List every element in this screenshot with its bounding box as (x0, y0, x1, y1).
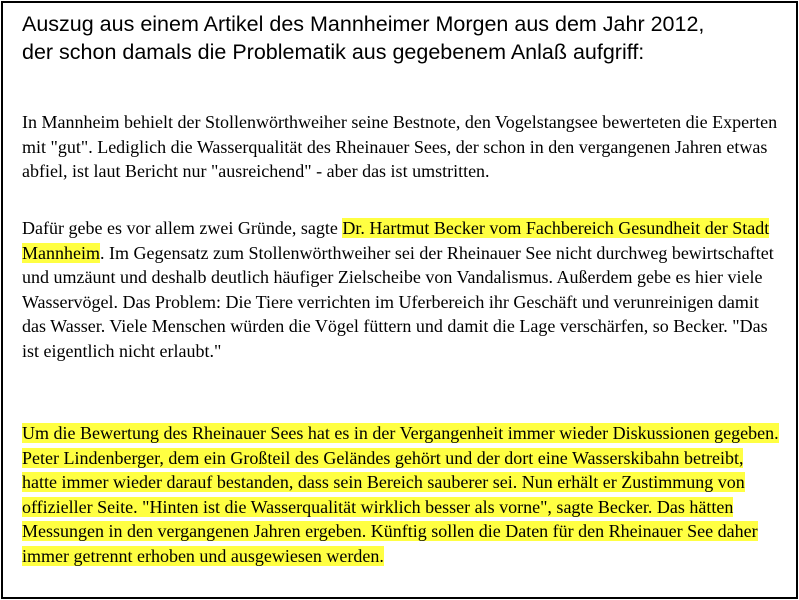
paragraph-1-text: In Mannheim behielt der Stollenwörthweiher seine Bestnote, den Vogelstangsee bewerteten die Experten mit "gut". Lediglich die Wasserqualität des Rheinauer Sees, der schon in den vergangenen Jahren etwas abfiel, ist laut Bericht nur "ausreichend" - aber das ist umstritten. (22, 112, 778, 181)
article-paragraph-1 (22, 110, 782, 184)
article-paragraph-2 (22, 216, 782, 363)
highlighted-paragraph-3-text: Um die Bewertung des Rheinauer Sees hat es in der Vergangenheit immer wieder Diskussionen gegeben. Peter Lindenberger, dem ein Großteil des Geländes gehört und der dort eine Wasserskibahn betreibt, hatte immer wieder darauf bestanden, dass sein Bereich sauberer sei. Nun erhält er Zustimmung von offizieller Seite. "Hinten ist die Wasserqualität wirklich besser als vorne", sagte Becker. Das hätten Messungen in den vergangenen Jahren ergeben. Künftig sollen die Daten für den Rheinauer See daher immer getrennt erhoben und ausgewiesen werden. (22, 423, 779, 566)
heading-line-1: Auszug aus einem Artikel des Mannheimer Morgen aus dem Jahr 2012, (22, 12, 705, 36)
article-paragraph-3 (22, 421, 782, 568)
paragraph-2-text-after: . Im Gegensatz zum Stollenwörthweiher sei der Rheinauer See nicht durchweg bewirtschaftet und umzäunt und deshalb deutlich häufiger Zielscheibe von Vandalismus. Außerdem gebe es hier viele Wasservögel. Das Problem: Die Tiere verrichten im Uferbereich ihr Geschäft und verunreinigen damit das Wasser. Viele Menschen würden die Vögel füttern und damit die Lage verschärfen, so Becker. "Das ist eigentlich nicht erlaubt." (22, 242, 774, 361)
highlighted-source-name: Dr. Hartmut Becker vom Fachbereich Gesundheit der Stadt Mannheim (22, 218, 770, 263)
excerpt-heading (22, 10, 792, 66)
heading-line-2: der schon damals die Problematik aus gegebenem Anlaß aufgriff: (22, 40, 645, 64)
paragraph-2-text-before: Dafür gebe es vor allem zwei Gründe, sagte (22, 218, 343, 238)
